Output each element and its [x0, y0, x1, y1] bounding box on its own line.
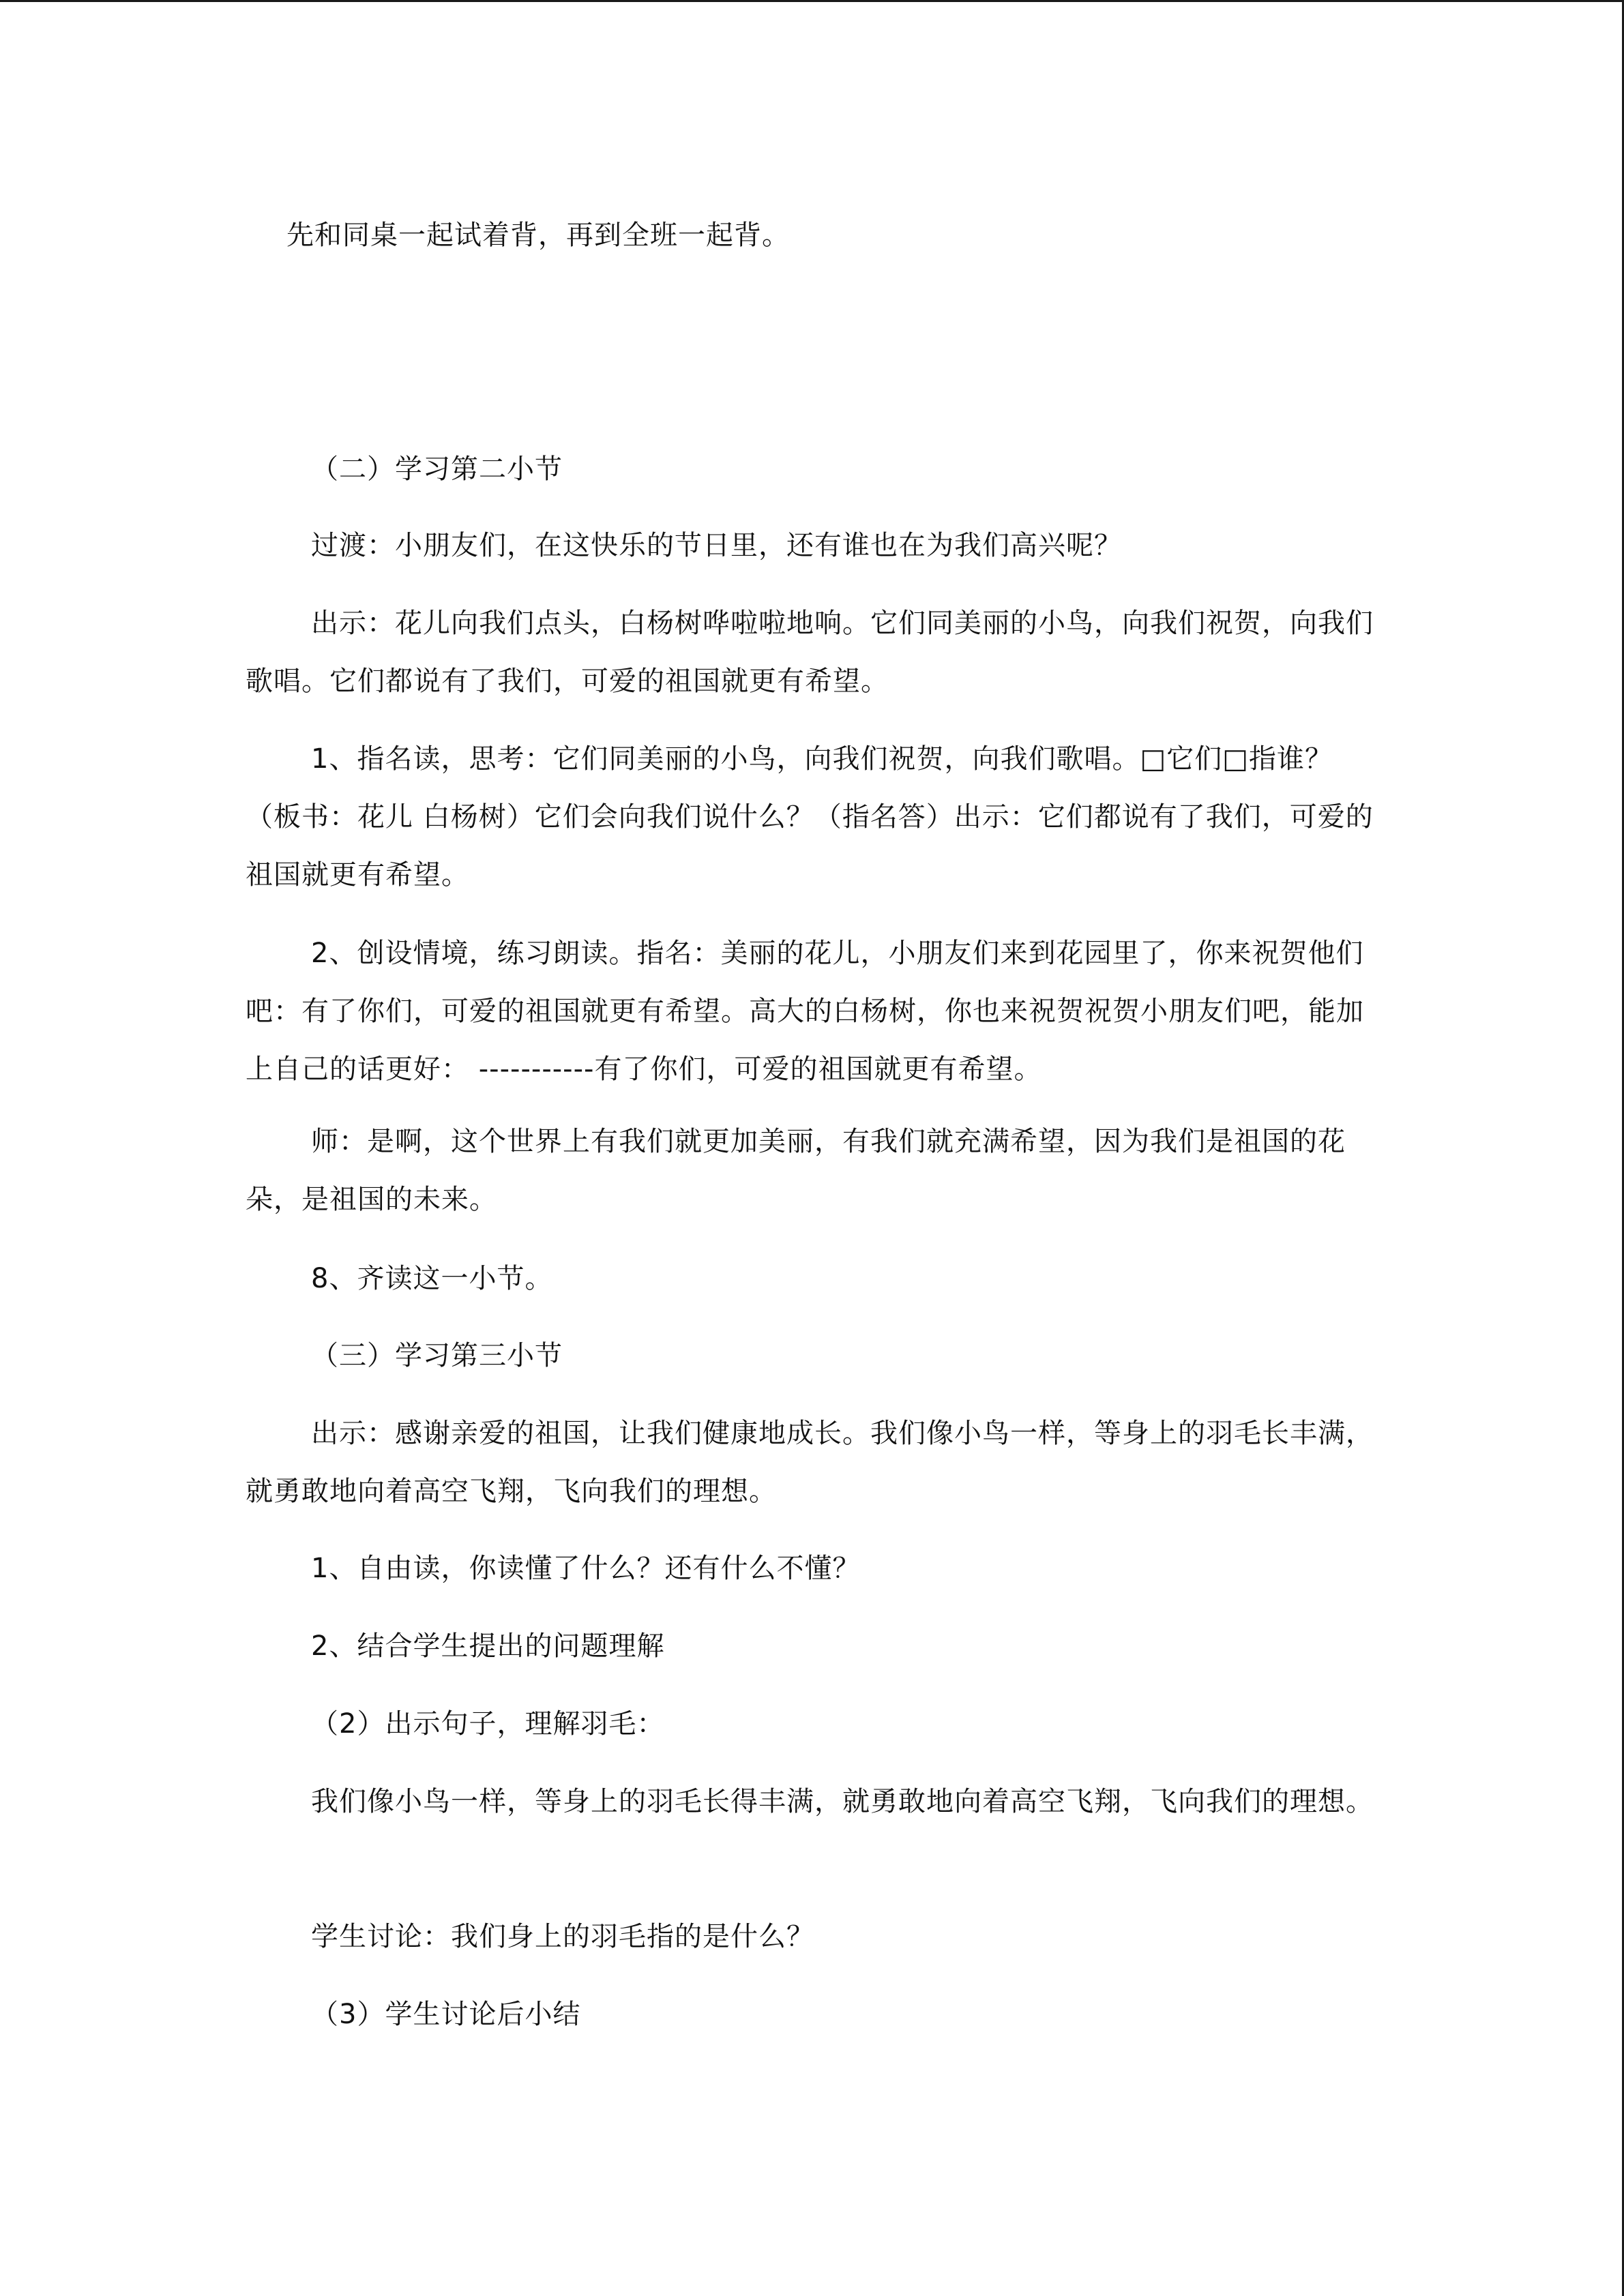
paragraph-show-stanza-2: 出示：花儿向我们点头，白杨树哗啦啦地响。它们同美丽的小鸟，向我们祝贺，向我们歌唱。它们都说有了我们，可爱的祖国就更有希望。: [246, 608, 1374, 697]
paragraph-step-2-understanding: 2、结合学生提出的问题理解: [311, 1630, 665, 1662]
paragraph-teacher-remark: 师：是啊，这个世界上有我们就更加美丽，有我们就充满希望，因为我们是祖国的花朵，是祖国的未来。: [246, 1126, 1346, 1215]
paragraph-step-8-read-together: 8、齐读这一小节。: [311, 1263, 553, 1294]
paragraph-bird-sentence: 我们像小鸟一样，等身上的羽毛长得丰满，就勇敢地向着高空飞翔，飞向我们的理想。: [311, 1786, 1374, 1817]
paragraph-recite-together: 先和同桌一起试着背，再到全班一起背。: [286, 220, 790, 251]
paragraph-step-1-name-reading: 1、指名读，思考：它们同美丽的小鸟，向我们祝贺，向我们歌唱。□它们□指谁？（板书：花儿 白杨树）它们会向我们说什么？（指名答）出示：它们都说有了我们，可爱的祖国就更有希望。: [246, 743, 1374, 891]
paragraph-step-1-free-reading: 1、自由读，你读懂了什么？还有什么不懂？: [311, 1553, 861, 1584]
paragraph-step-2-situational-reading: 2、创设情境，练习朗读。指名：美丽的花儿，小朋友们来到花园里了，你来祝贺他们吧：有了你们，可爱的祖国就更有希望。高大的白杨树，你也来祝贺祝贺小朋友们吧，能加上自己的话更好： -----------有了你们，可爱的祖国就更有希望。: [246, 938, 1364, 1085]
paragraph-show-stanza-3: 出示：感谢亲爱的祖国，让我们健康地成长。我们像小鸟一样，等身上的羽毛长丰满，就勇敢地向着高空飞翔，飞向我们的理想。: [246, 1418, 1374, 1507]
paragraph-sub-2-show-sentence: （2）出示句子，理解羽毛：: [311, 1708, 665, 1740]
paragraph-transition: 过渡：小朋友们，在这快乐的节日里，还有谁也在为我们高兴呢？: [311, 530, 1122, 561]
section-heading-2: （二）学习第二小节: [311, 453, 563, 485]
paragraph-sub-3-summary: （3）学生讨论后小结: [311, 1999, 581, 2030]
section-heading-3: （三）学习第三小节: [311, 1340, 563, 1371]
paragraph-student-discussion: 学生讨论：我们身上的羽毛指的是什么？: [311, 1921, 814, 1952]
